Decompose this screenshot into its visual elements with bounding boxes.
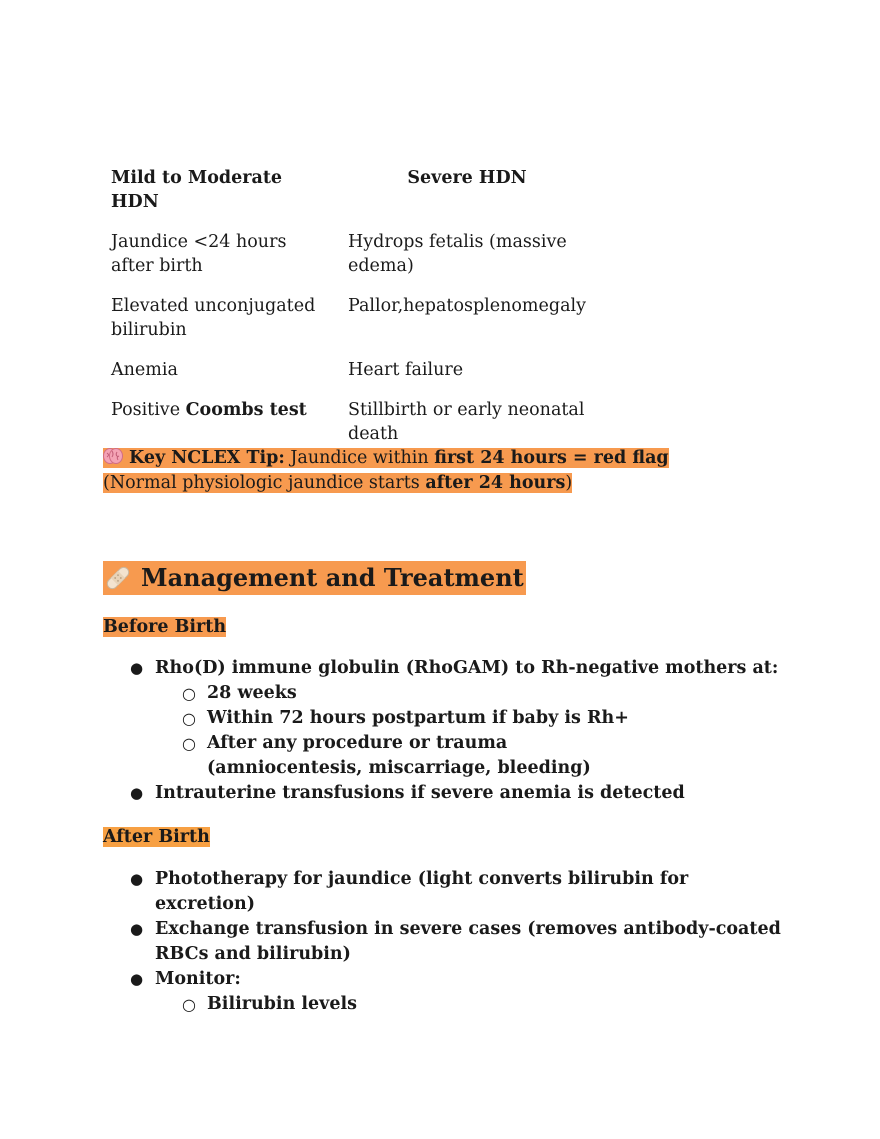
table-cell: Anemia [111,360,178,380]
circle-bullet-icon: ○ [182,734,196,753]
table-cell: Stillbirth or early neonatal death [348,400,585,444]
before-birth-heading [103,615,226,639]
sub-list-item [182,731,637,781]
after-birth-heading [103,825,210,849]
table-cell: Heart failure [348,360,464,380]
circle-bullet-icon: ○ [182,995,196,1014]
tip-line-2 [103,473,572,493]
list-item-text: Intrauterine transfusions if severe anemia is detected [155,783,685,803]
sub-list [155,681,790,781]
cell-text: Positive [111,400,186,420]
list-item [130,867,695,917]
subheading-text: After Birth [103,827,210,847]
circle-bullet-icon: ○ [182,709,196,728]
bullet-icon: ● [130,970,144,988]
column-header-mild: Mild to Moderate HDN [111,168,283,212]
list-item-text: Phototherapy for jaundice (light converts bilirubin for excretion) [155,869,689,914]
bullet-icon: ● [130,784,144,802]
hdn-comparison-table [103,160,594,454]
list-item [130,917,790,967]
tip-bold: first 24 hours = red flag [434,448,669,468]
bullet-icon: ● [130,870,144,888]
sub-list-item [182,681,790,706]
sub-list-item-text: After any procedure or trauma (amniocentesis, miscarriage, bleeding) [207,733,591,778]
before-birth-list [130,656,790,806]
after-birth-list [130,867,790,1017]
cell-bold-text: Coombs test [185,400,307,420]
sub-list-item [182,992,790,1017]
subheading-text: Before Birth [103,617,227,637]
list-item [130,781,790,806]
sub-list-item-text: Within 72 hours postpartum if baby is Rh+ [207,708,629,728]
tip-text: ) [565,473,573,493]
column-header-severe: Severe HDN [407,168,527,188]
table-row [103,286,594,350]
list-item [130,656,790,781]
table-cell [103,390,340,454]
brain-icon [103,447,123,465]
bullet-icon: ● [130,659,144,677]
table-row [103,350,594,390]
list-item-text: Rho(D) immune globulin (RhoGAM) to Rh-negative mothers at: [155,658,779,678]
section-title-highlight [103,561,526,595]
list-item-text: Exchange transfusion in severe cases (removes antibody-coated RBCs and bilirubin) [155,919,781,964]
bandage-icon [103,563,133,593]
table-cell: Jaundice <24 hours after birth [111,232,287,276]
tip-text: (Normal physiologic jaundice starts [103,473,426,493]
sub-list-item [182,706,790,731]
bullet-icon: ● [130,920,144,938]
tip-line-1 [103,448,669,468]
table-row [103,390,594,454]
table-cell: Hydrops fetalis (massive edema) [348,232,567,276]
section-title-text: Management and Treatment [141,563,524,592]
table-cell: Pallor,hepatosplenomegaly [348,296,587,316]
sub-list-item-text: 28 weeks [207,683,297,703]
table-cell: Elevated unconjugated bilirubin [111,296,316,340]
table-row [103,222,594,286]
sub-list [155,992,790,1017]
tip-text: Jaundice within [284,448,435,468]
nclex-tip [103,446,669,496]
list-item [130,967,790,1017]
tip-bold: after 24 hours [425,473,566,493]
table-header-row [103,160,594,222]
sub-list-item-text: Bilirubin levels [207,994,357,1014]
list-item-text: Monitor: [155,969,241,989]
tip-label: Key NCLEX Tip: [129,448,285,468]
section-title [103,561,526,595]
circle-bullet-icon: ○ [182,684,196,703]
